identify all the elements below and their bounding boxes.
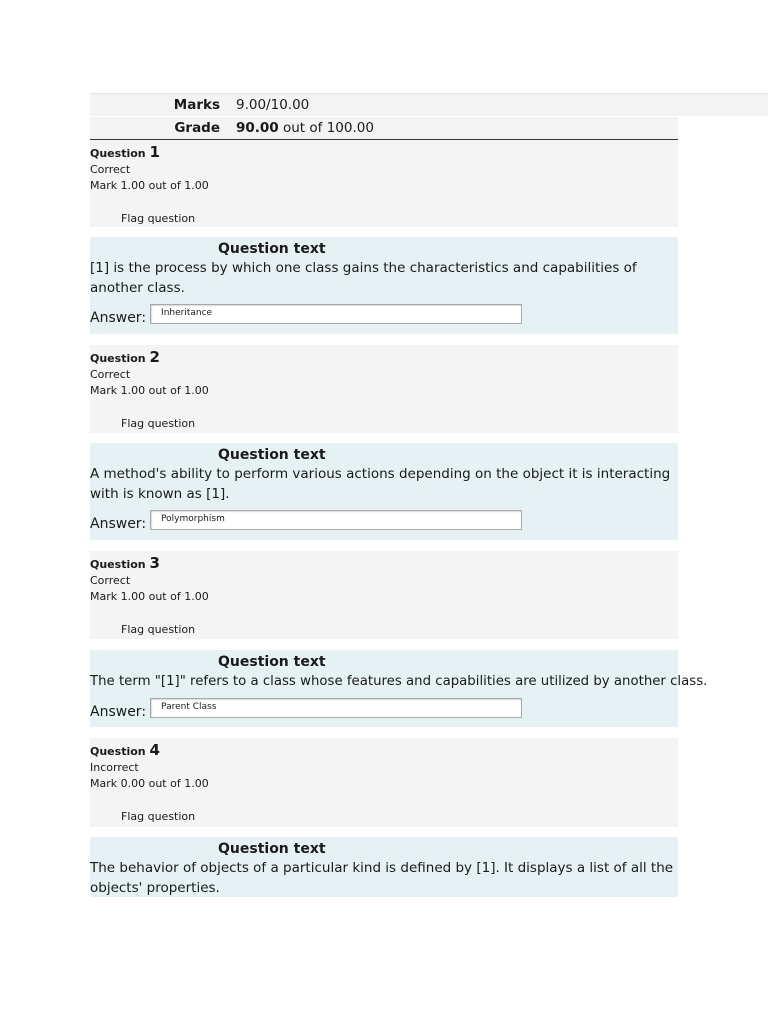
question-3-title xyxy=(90,555,678,573)
question-text: A method's ability to perform various actions depending on the object it is interacting with is known as [1]. xyxy=(90,466,671,502)
marks-row xyxy=(90,93,768,116)
question-number: 4 xyxy=(149,741,160,759)
answer-label: Answer: xyxy=(90,703,147,720)
answer-row xyxy=(90,510,678,533)
grade-label: Grade xyxy=(174,120,220,136)
question-label: Question xyxy=(90,147,150,160)
question-label: Question xyxy=(90,352,150,365)
flag-question-link[interactable]: Flag question xyxy=(121,623,196,636)
question-3-content xyxy=(90,650,708,727)
question-number: 3 xyxy=(149,554,160,572)
question-4-content xyxy=(90,837,678,897)
flag-question-link[interactable]: Flag question xyxy=(121,212,196,225)
question-4-title xyxy=(90,742,678,760)
question-mark: Mark 1.00 out of 1.00 xyxy=(90,590,209,603)
question-label: Question xyxy=(90,558,150,571)
question-mark: Mark 1.00 out of 1.00 xyxy=(90,179,209,192)
question-text-heading: Question text xyxy=(218,841,326,857)
answer-label: Answer: xyxy=(90,310,147,326)
question-label: Question xyxy=(90,745,150,758)
question-2-info xyxy=(90,345,678,433)
answer-input[interactable]: Inheritance xyxy=(150,304,522,324)
answer-row xyxy=(90,304,678,327)
flag-question-link[interactable]: Flag question xyxy=(121,810,196,823)
answer-label: Answer: xyxy=(90,516,147,532)
question-state: Correct xyxy=(90,163,131,176)
question-1-content xyxy=(90,237,678,334)
question-number: 1 xyxy=(149,143,160,161)
question-state: Incorrect xyxy=(90,761,139,774)
answer-input[interactable]: Polymorphism xyxy=(150,510,522,530)
question-text-heading: Question text xyxy=(218,654,326,670)
grade-value-cell xyxy=(234,120,374,136)
attempt-summary xyxy=(90,93,768,140)
question-text: [1] is the process by which one class gains the characteristics and capabilities of another class. xyxy=(90,260,637,296)
question-text-heading: Question text xyxy=(218,241,326,257)
marks-label: Marks xyxy=(173,97,220,113)
flag-question-link[interactable]: Flag question xyxy=(121,417,196,430)
question-state: Correct xyxy=(90,368,131,381)
question-mark: Mark 0.00 out of 1.00 xyxy=(90,777,209,790)
grade-row xyxy=(90,116,678,140)
question-text: The term "[1]" refers to a class whose features and capabilities are utilized by another class. xyxy=(90,674,708,689)
question-2-title xyxy=(90,349,678,367)
question-1-title xyxy=(90,144,678,162)
question-3-info xyxy=(90,551,678,639)
marks-value: 9.00/10.00 xyxy=(236,97,310,113)
question-4-info xyxy=(90,738,678,827)
answer-row xyxy=(90,698,678,721)
question-number: 2 xyxy=(149,348,160,366)
question-mark: Mark 1.00 out of 1.00 xyxy=(90,384,209,397)
answer-input[interactable]: Parent Class xyxy=(150,698,522,718)
question-state: Correct xyxy=(90,574,131,587)
question-1-info xyxy=(90,140,678,227)
grade-value: 90.00 xyxy=(236,120,279,136)
grade-suffix: out of 100.00 xyxy=(278,120,374,136)
question-text-heading: Question text xyxy=(218,447,326,463)
question-text: The behavior of objects of a particular kind is defined by [1]. It displays a list of all the objects' properties. xyxy=(90,860,674,896)
question-2-content xyxy=(90,443,678,540)
